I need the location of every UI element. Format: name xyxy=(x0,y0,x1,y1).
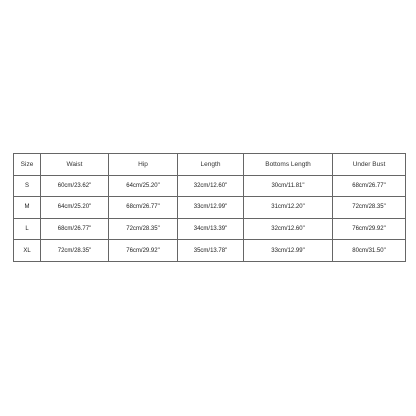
under-bust-cell: 72cm/28.35" xyxy=(333,197,406,219)
length-cell: 35cm/13.78" xyxy=(178,240,244,262)
header-size: Size xyxy=(14,154,41,176)
size-cell: S xyxy=(14,175,41,197)
size-cell: M xyxy=(14,197,41,219)
header-length: Length xyxy=(178,154,244,176)
bottoms-length-cell: 32cm/12.60" xyxy=(244,218,333,240)
table-row xyxy=(14,197,406,219)
waist-cell: 68cm/26.77" xyxy=(41,218,109,240)
table-row xyxy=(14,175,406,197)
size-cell: XL xyxy=(14,240,41,262)
waist-cell: 72cm/28.35" xyxy=(41,240,109,262)
under-bust-cell: 76cm/29.92" xyxy=(333,218,406,240)
bottoms-length-cell: 31cm/12.20" xyxy=(244,197,333,219)
hip-cell: 64cm/25.20" xyxy=(109,175,178,197)
length-cell: 34cm/13.39" xyxy=(178,218,244,240)
header-bottoms-length: Bottoms Length xyxy=(244,154,333,176)
under-bust-cell: 68cm/26.77" xyxy=(333,175,406,197)
hip-cell: 76cm/29.92" xyxy=(109,240,178,262)
waist-cell: 64cm/25.20" xyxy=(41,197,109,219)
header-hip: Hip xyxy=(109,154,178,176)
size-cell: L xyxy=(14,218,41,240)
hip-cell: 72cm/28.35" xyxy=(109,218,178,240)
length-cell: 33cm/12.99" xyxy=(178,197,244,219)
bottoms-length-cell: 30cm/11.81" xyxy=(244,175,333,197)
table-row xyxy=(14,218,406,240)
waist-cell: 60cm/23.62" xyxy=(41,175,109,197)
size-chart-table xyxy=(13,153,406,262)
header-under-bust: Under Bust xyxy=(333,154,406,176)
under-bust-cell: 80cm/31.50" xyxy=(333,240,406,262)
hip-cell: 68cm/26.77" xyxy=(109,197,178,219)
table-row xyxy=(14,240,406,262)
header-waist: Waist xyxy=(41,154,109,176)
bottoms-length-cell: 33cm/12.99" xyxy=(244,240,333,262)
length-cell: 32cm/12.60" xyxy=(178,175,244,197)
header-row xyxy=(14,154,406,176)
